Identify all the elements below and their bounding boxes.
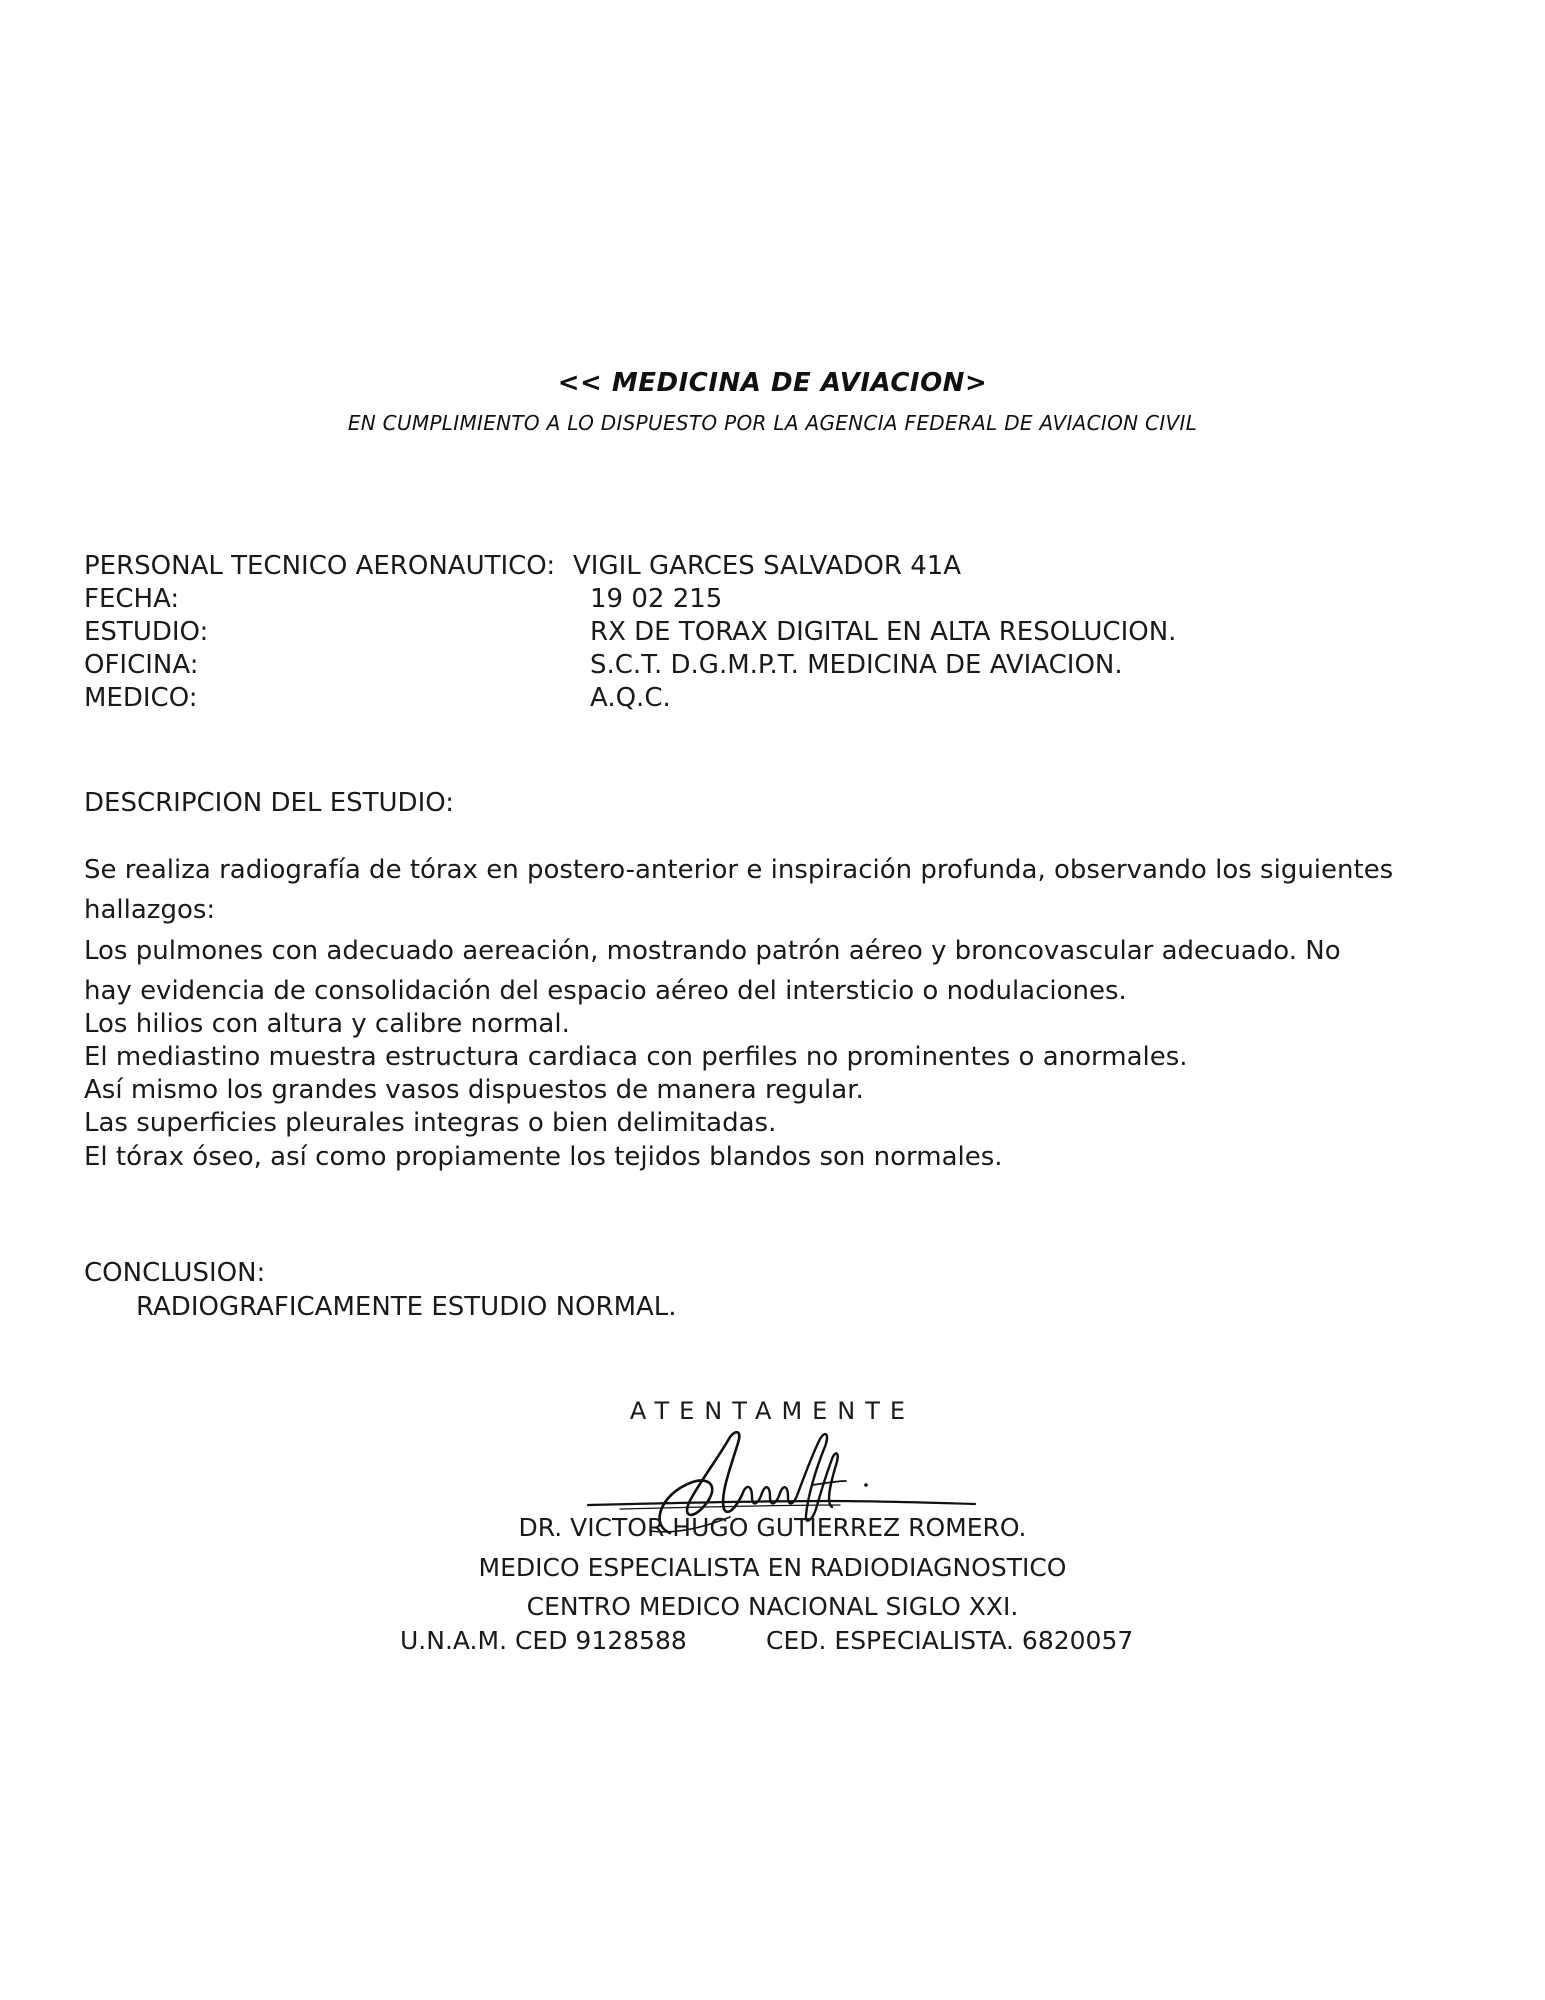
conclusion-text: RADIOGRAFICAMENTE ESTUDIO NORMAL. [136,1292,677,1322]
info-value: 19 02 215 [590,584,723,614]
ced-especialista: CED. ESPECIALISTA. 6820057 [766,1626,1134,1655]
description-line: El tórax óseo, así como propiamente los tejidos blandos son normales. [84,1142,1003,1172]
doctor-institution: CENTRO MEDICO NACIONAL SIGLO XXI. [526,1592,1019,1621]
description-heading: DESCRIPCION DEL ESTUDIO: [84,788,455,818]
conclusion-heading: CONCLUSION: [84,1258,266,1288]
description-line: Así mismo los grandes vasos dispuestos de manera regular. [84,1075,864,1105]
description-line: Los hilios con altura y calibre normal. [84,1009,570,1039]
doctor-name: DR. VICTOR HUGO GUTIERREZ ROMERO. [518,1513,1027,1542]
description-line: hay evidencia de consolidación del espacio aéreo del intersticio o nodulaciones. [84,976,1127,1006]
info-value: S.C.T. D.G.M.P.T. MEDICINA DE AVIACION. [590,650,1123,680]
description-line: hallazgos: [84,895,216,925]
info-value: A.Q.C. [590,683,671,713]
description-line: El mediastino muestra estructura cardiaca con perfiles no prominentes o anormales. [84,1042,1188,1072]
info-label: OFICINA: [84,650,199,680]
info-label: ESTUDIO: [84,617,209,647]
info-value: VIGIL GARCES SALVADOR 41A [573,551,962,581]
ced-unam: U.N.A.M. CED 9128588 [400,1626,687,1655]
info-value: RX DE TORAX DIGITAL EN ALTA RESOLUCION. [590,617,1177,647]
info-label: FECHA: [84,584,180,614]
page-subtitle: EN CUMPLIMIENTO A LO DISPUESTO POR LA AGENCIA FEDERAL DE AVIACION CIVIL [347,411,1198,435]
doctor-specialty: MEDICO ESPECIALISTA EN RADIODIAGNOSTICO [478,1553,1067,1582]
description-line: Los pulmones con adecuado aereación, mostrando patrón aéreo y broncovascular adecuado. No [84,936,1341,966]
description-line: Las superficies pleurales integras o bien delimitadas. [84,1108,777,1138]
description-line: Se realiza radiografía de tórax en postero-anterior e inspiración profunda, observando los siguientes [84,855,1394,885]
info-label: PERSONAL TECNICO AERONAUTICO: [84,551,556,581]
closing-atentamente: ATENTAMENTE [629,1397,916,1425]
page-title: << MEDICINA DE AVIACION> [557,368,988,398]
info-label: MEDICO: [84,683,198,713]
